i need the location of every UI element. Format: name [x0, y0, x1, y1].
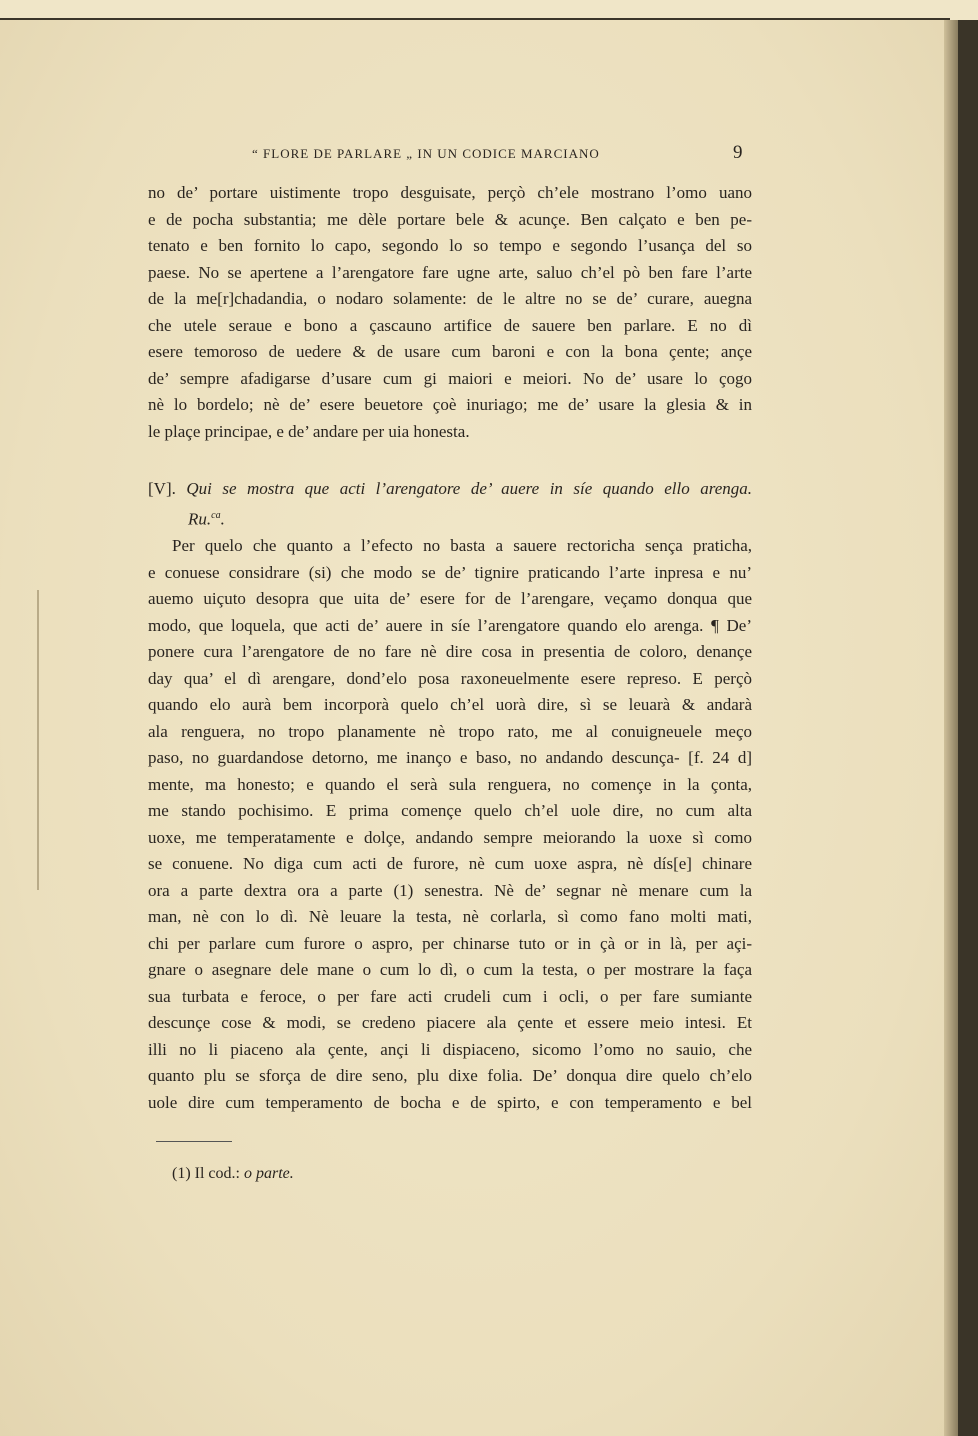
section-number: [V]. [148, 479, 176, 498]
text-line: descunçe cose & modi, se credeno piacere ala çente et essere meio intesi. Et [148, 1013, 752, 1032]
page-right-edge [944, 20, 958, 1436]
text-line: esere temoroso de uedere & de usare cum baroni e con la bona çente; ançe [148, 342, 752, 361]
running-title: “ FLORE DE PARLARE „ IN UN CODICE MARCIANO [252, 146, 600, 161]
text-line: de’ sempre afadigarse d’usare cum gi maiori e meiori. No de’ usare lo çogo [148, 368, 752, 388]
text-line: auemo uiçuto desopra que uita de’ esere for de l’arengare, veçamo donqua que [148, 589, 752, 608]
section-heading [148, 476, 752, 533]
text-line: modo, que loquela, que acti de’ auere in síe l’arengatore quando elo arenga. ¶ De’ [148, 615, 752, 635]
text-line: ala renguera, no tropo planamente nè tropo rato, me al conuigneuele meço [148, 721, 752, 741]
text-line: tenato e ben fornito lo capo, segondo lo so tempo e segondo l’usança del so [148, 236, 752, 255]
text-line: ponere cura l’arengatore de no fare nè dire cosa in presentia de coloro, denançe [148, 642, 752, 661]
section-title: Qui se mostra que acti l’arengatore de’ auere in síe quando ello arenga. [186, 479, 753, 498]
paragraph-2 [148, 533, 752, 1116]
footnote-marker: (1) Il cod.: [172, 1165, 240, 1182]
text-line: Per quelo che quanto a l’efecto no basta a sauere rectoricha sença praticha, [172, 536, 752, 555]
footnote [172, 1165, 294, 1183]
text-line: che utele seraue e bono a çascauno artifice de sauere ben parlare. E no dì [148, 315, 752, 335]
text-line: e de pocha substantia; me dèle portare bele & acunçe. Ben calçato e ben pe- [148, 209, 752, 229]
margin-mark [37, 590, 39, 890]
text-line: se conuene. No diga cum acti de furore, nè cum uoxe aspra, nè dís[e] chinare [148, 854, 752, 873]
footnote-rule [156, 1141, 232, 1142]
text-line: paso, no guardandose detorno, me inanço e baso, no andando descunça- [f. 24 d] [148, 748, 752, 767]
text-line: no de’ portare uistimente tropo desguisate, perçò ch’ele mostrano l’omo uano [148, 183, 752, 202]
rubric-end: . [220, 509, 225, 529]
text-line: ora a parte dextra ora a parte (1) senestra. Nè de’ segnar nè menare cum la [148, 880, 752, 900]
rubric-superscript: ca [211, 509, 221, 521]
text-line: day qua’ el dì arengare, dond’elo posa raxoneuelmente esere represo. E perçò [148, 668, 752, 688]
text-line: chi per parlare cum furore o aspro, per chinarse tuto or in çà or in là, per açi- [148, 933, 752, 953]
footnote-text: o parte. [243, 1165, 294, 1182]
text-line: mente, ma honesto; e quando el serà sula renguera, no començe in la çonta, [148, 774, 752, 794]
scan-top-margin [0, 0, 978, 20]
text-line: sua turbata e feroce, o per fare acti crudeli cum i ocli, o per fare sumiante [148, 986, 752, 1006]
text-line: nè lo bordelo; nè de’ esere beuetore çoè inuriago; me de’ usare la glesia & in [148, 395, 752, 414]
text-line: e conuese considrare (si) che modo se de’ tignire praticando l’arte inpresa e nu’ [148, 562, 752, 582]
text-line: uole dire cum temperamento de bocha e de spirto, e con temperamento e bel [148, 1092, 752, 1112]
text-line: uoxe, me temperatamente e dolçe, andando sempre meiorando la uoxe sì como [148, 827, 752, 847]
page-number: 9 [733, 142, 743, 163]
text-line: me stando pochisimo. E prima començe quelo ch’el uole dire, no cum alta [148, 801, 752, 820]
text-line: gnare o asegnare dele mane o cum lo dì, o cum la testa, o per mostrare la faça [148, 960, 752, 979]
text-line: man, nè con lo dì. Nè leuare la testa, nè corlarla, sì como fano molti mati, [148, 907, 752, 926]
text-line: paese. No se apertene a l’arengatore fare ugne arte, saluo ch’el pò ben fare l’arte [148, 262, 752, 282]
paragraph-1 [148, 180, 752, 445]
text-line: quanto plu se sforça de dire seno, plu dixe folia. De’ donqua dire quelo ch’elo [148, 1066, 752, 1085]
text-line: illi no li piaceno ala çente, ançi li dispiaceno, sicomo l’omo no sauio, che [148, 1039, 752, 1059]
text-line: le plaçe principae, e de’ andare per uia honesta. [148, 421, 470, 441]
rubric: Ru. [188, 509, 212, 529]
text-line: quando elo aurà bem incorporà quelo ch’el uorà dire, sì se leuarà & andarà [148, 695, 752, 714]
text-line: de la me[r]chadandia, o nodaro solamente: de le altre no se de’ curare, auegna [148, 289, 752, 308]
